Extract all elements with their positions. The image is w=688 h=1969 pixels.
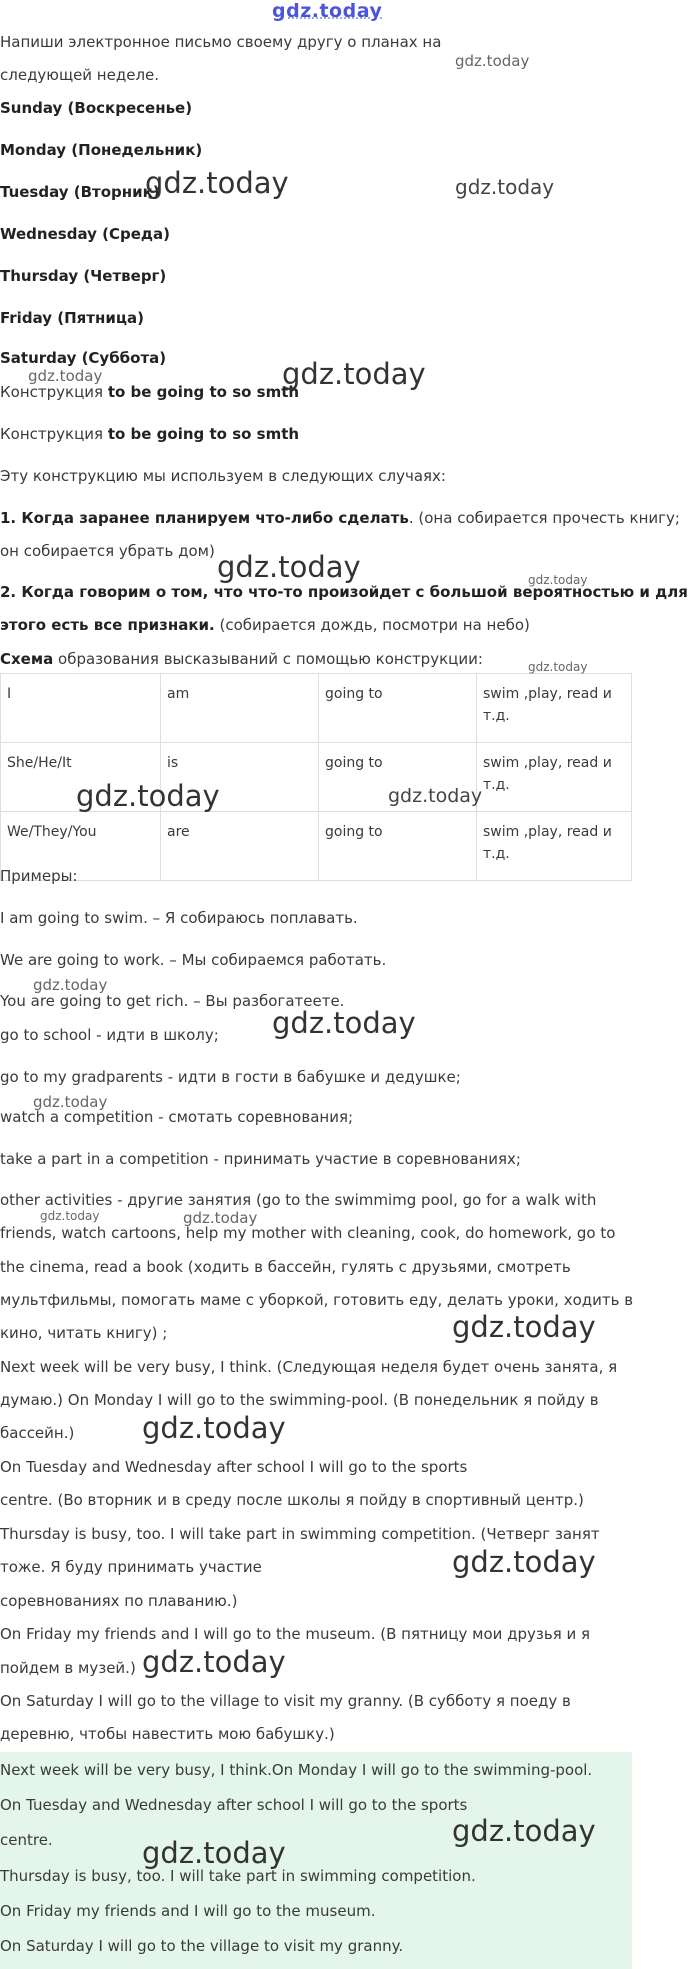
answer-line: Next week will be very busy, I think.On Monday I will go to the swimming-pool. [0,1761,593,1779]
case-1-line-2: он собирается убрать дом) [0,542,215,560]
letter-line: пойдем в музей.) [0,1659,136,1677]
day-thursday: Thursday (Четверг) [0,267,167,285]
letter-line: соревнованиях по плаванию.) [0,1592,238,1610]
watermark: gdz.today [33,976,108,994]
watermark: gdz.today [452,1814,596,1848]
day-sunday: Sunday (Воскресенье) [0,99,193,117]
watermark: gdz.today [142,1836,286,1870]
day-monday: Monday (Понедельник) [0,141,203,159]
other-activities-line: friends, watch cartoons, help my mother with cleaning, cook, do homework, go to [0,1224,616,1242]
watermark: gdz.today [76,779,220,813]
answer-line: On Friday my friends and I will go to the museum. [0,1902,376,1920]
letter-line: Thursday is busy, too. I will take part in swimming competition. (Четверг занят [0,1525,600,1543]
case-1: 1. Когда заранее планируем что-либо сделать. (она собирается прочесть книгу; [0,509,680,527]
table-cell: We/They/You [1,812,161,881]
table-cell: going to [319,743,477,812]
table-cell: swim ,play, read и т.д. [477,743,632,812]
watermark: gdz.today [28,367,103,385]
watermark: gdz.today [40,1209,100,1223]
watermark: gdz.today [142,1645,286,1679]
letter-line: тоже. Я буду принимать участие [0,1558,262,1576]
usage-intro: Эту конструкцию мы используем в следующих случаях: [0,467,446,485]
watermark: gdz.today [282,357,426,391]
other-activities-line: the cinema, read a book (ходить в бассейн, гулять с друзьями, смотреть [0,1258,571,1276]
watermark: gdz.today [142,1411,286,1445]
day-wednesday: Wednesday (Среда) [0,225,170,243]
site-logo[interactable]: gdz.today [272,0,383,22]
letter-line: On Saturday I will go to the village to visit my granny. (В субботу я поеду в [0,1692,571,1710]
answer-line: On Saturday I will go to the village to visit my granny. [0,1937,404,1955]
table-cell: is [161,743,319,812]
table-cell: She/He/It [1,743,161,812]
construction-line-2: Конструкция to be going to so smth [0,425,300,443]
day-saturday: Saturday (Суббота) [0,349,167,367]
phrase-4: take a part in a competition - принимать участие в соревнованиях; [0,1150,521,1168]
table-cell: am [161,674,319,743]
other-activities-line: кино, читать книгу) ; [0,1324,168,1342]
watermark: gdz.today [452,1310,596,1344]
answer-line: Thursday is busy, too. I will take part in swimming competition. [0,1867,476,1885]
phrase-3: watch a competition - смотать соревнования; [0,1108,354,1126]
example-2: We are going to work. – Мы собираемся работать. [0,951,387,969]
case-2: 2. Когда говорим о том, что что-то произойдет с большой вероятностью и для [0,583,688,601]
table-cell: swim ,play, read и т.д. [477,674,632,743]
table-cell: going to [319,812,477,881]
construction-line-1: Конструкция to be going to so smth [0,383,300,401]
example-1: I am going to swim. – Я собираюсь поплавать. [0,909,358,927]
schema-title: Схема образования высказываний с помощью конструкции: [0,650,483,668]
watermark: gdz.today [272,1006,416,1040]
task-line-2: следующей неделе. [0,66,160,84]
watermark: gdz.today [455,52,530,70]
case-2-line-2: этого есть все признаки. (собирается дождь, посмотри на небо) [0,616,530,634]
table-row [1,674,632,743]
other-activities-line: мультфильмы, помогать маме с уборкой, готовить еду, делать уроки, ходить в [0,1291,634,1309]
letter-line: centre. (Во вторник и в среду после школы я пойду в спортивный центр.) [0,1491,584,1509]
task-line-1: Напиши электронное письмо своему другу о планах на [0,33,442,51]
day-friday: Friday (Пятница) [0,309,144,327]
phrase-1: go to school - идти в школу; [0,1026,219,1044]
letter-line: думаю.) On Monday I will go to the swimming-pool. (В понедельник я пойду в [0,1391,599,1409]
letter-line: бассейн.) [0,1424,75,1442]
table-cell: I [1,674,161,743]
letter-line: On Friday my friends and I will go to the museum. (В пятницу мои друзья и я [0,1625,591,1643]
watermark: gdz.today [455,175,555,199]
table-cell: going to [319,674,477,743]
watermark: gdz.today [452,1545,596,1579]
day-tuesday: Tuesday (Вторник) [0,183,160,201]
watermark: gdz.today [528,573,588,587]
schema-table [0,673,632,881]
other-activities-line: other activities - другие занятия (go to the swimmimg pool, go for a walk with [0,1191,597,1209]
watermark: gdz.today [388,785,483,807]
answer-line: centre. [0,1831,53,1849]
example-3: You are going to get rich. – Вы разбогатеете. [0,992,345,1010]
phrase-2: go to my gradparents - идти в гости в бабушке и дедушке; [0,1068,461,1086]
watermark: gdz.today [145,166,289,200]
letter-line: деревню, чтобы навестить мою бабушку.) [0,1725,335,1743]
watermark: gdz.today [33,1093,108,1111]
letter-line: On Tuesday and Wednesday after school I will go to the sports [0,1458,468,1476]
table-cell: swim ,play, read и т.д. [477,812,632,881]
examples-label: Примеры: [0,867,78,885]
letter-line: Next week will be very busy, I think. (Следующая неделя будет очень занята, я [0,1358,618,1376]
watermark: gdz.today [183,1209,258,1227]
watermark: gdz.today [217,550,361,584]
answer-line: On Tuesday and Wednesday after school I will go to the sports [0,1796,468,1814]
watermark: gdz.today [528,660,588,674]
table-cell: are [161,812,319,881]
